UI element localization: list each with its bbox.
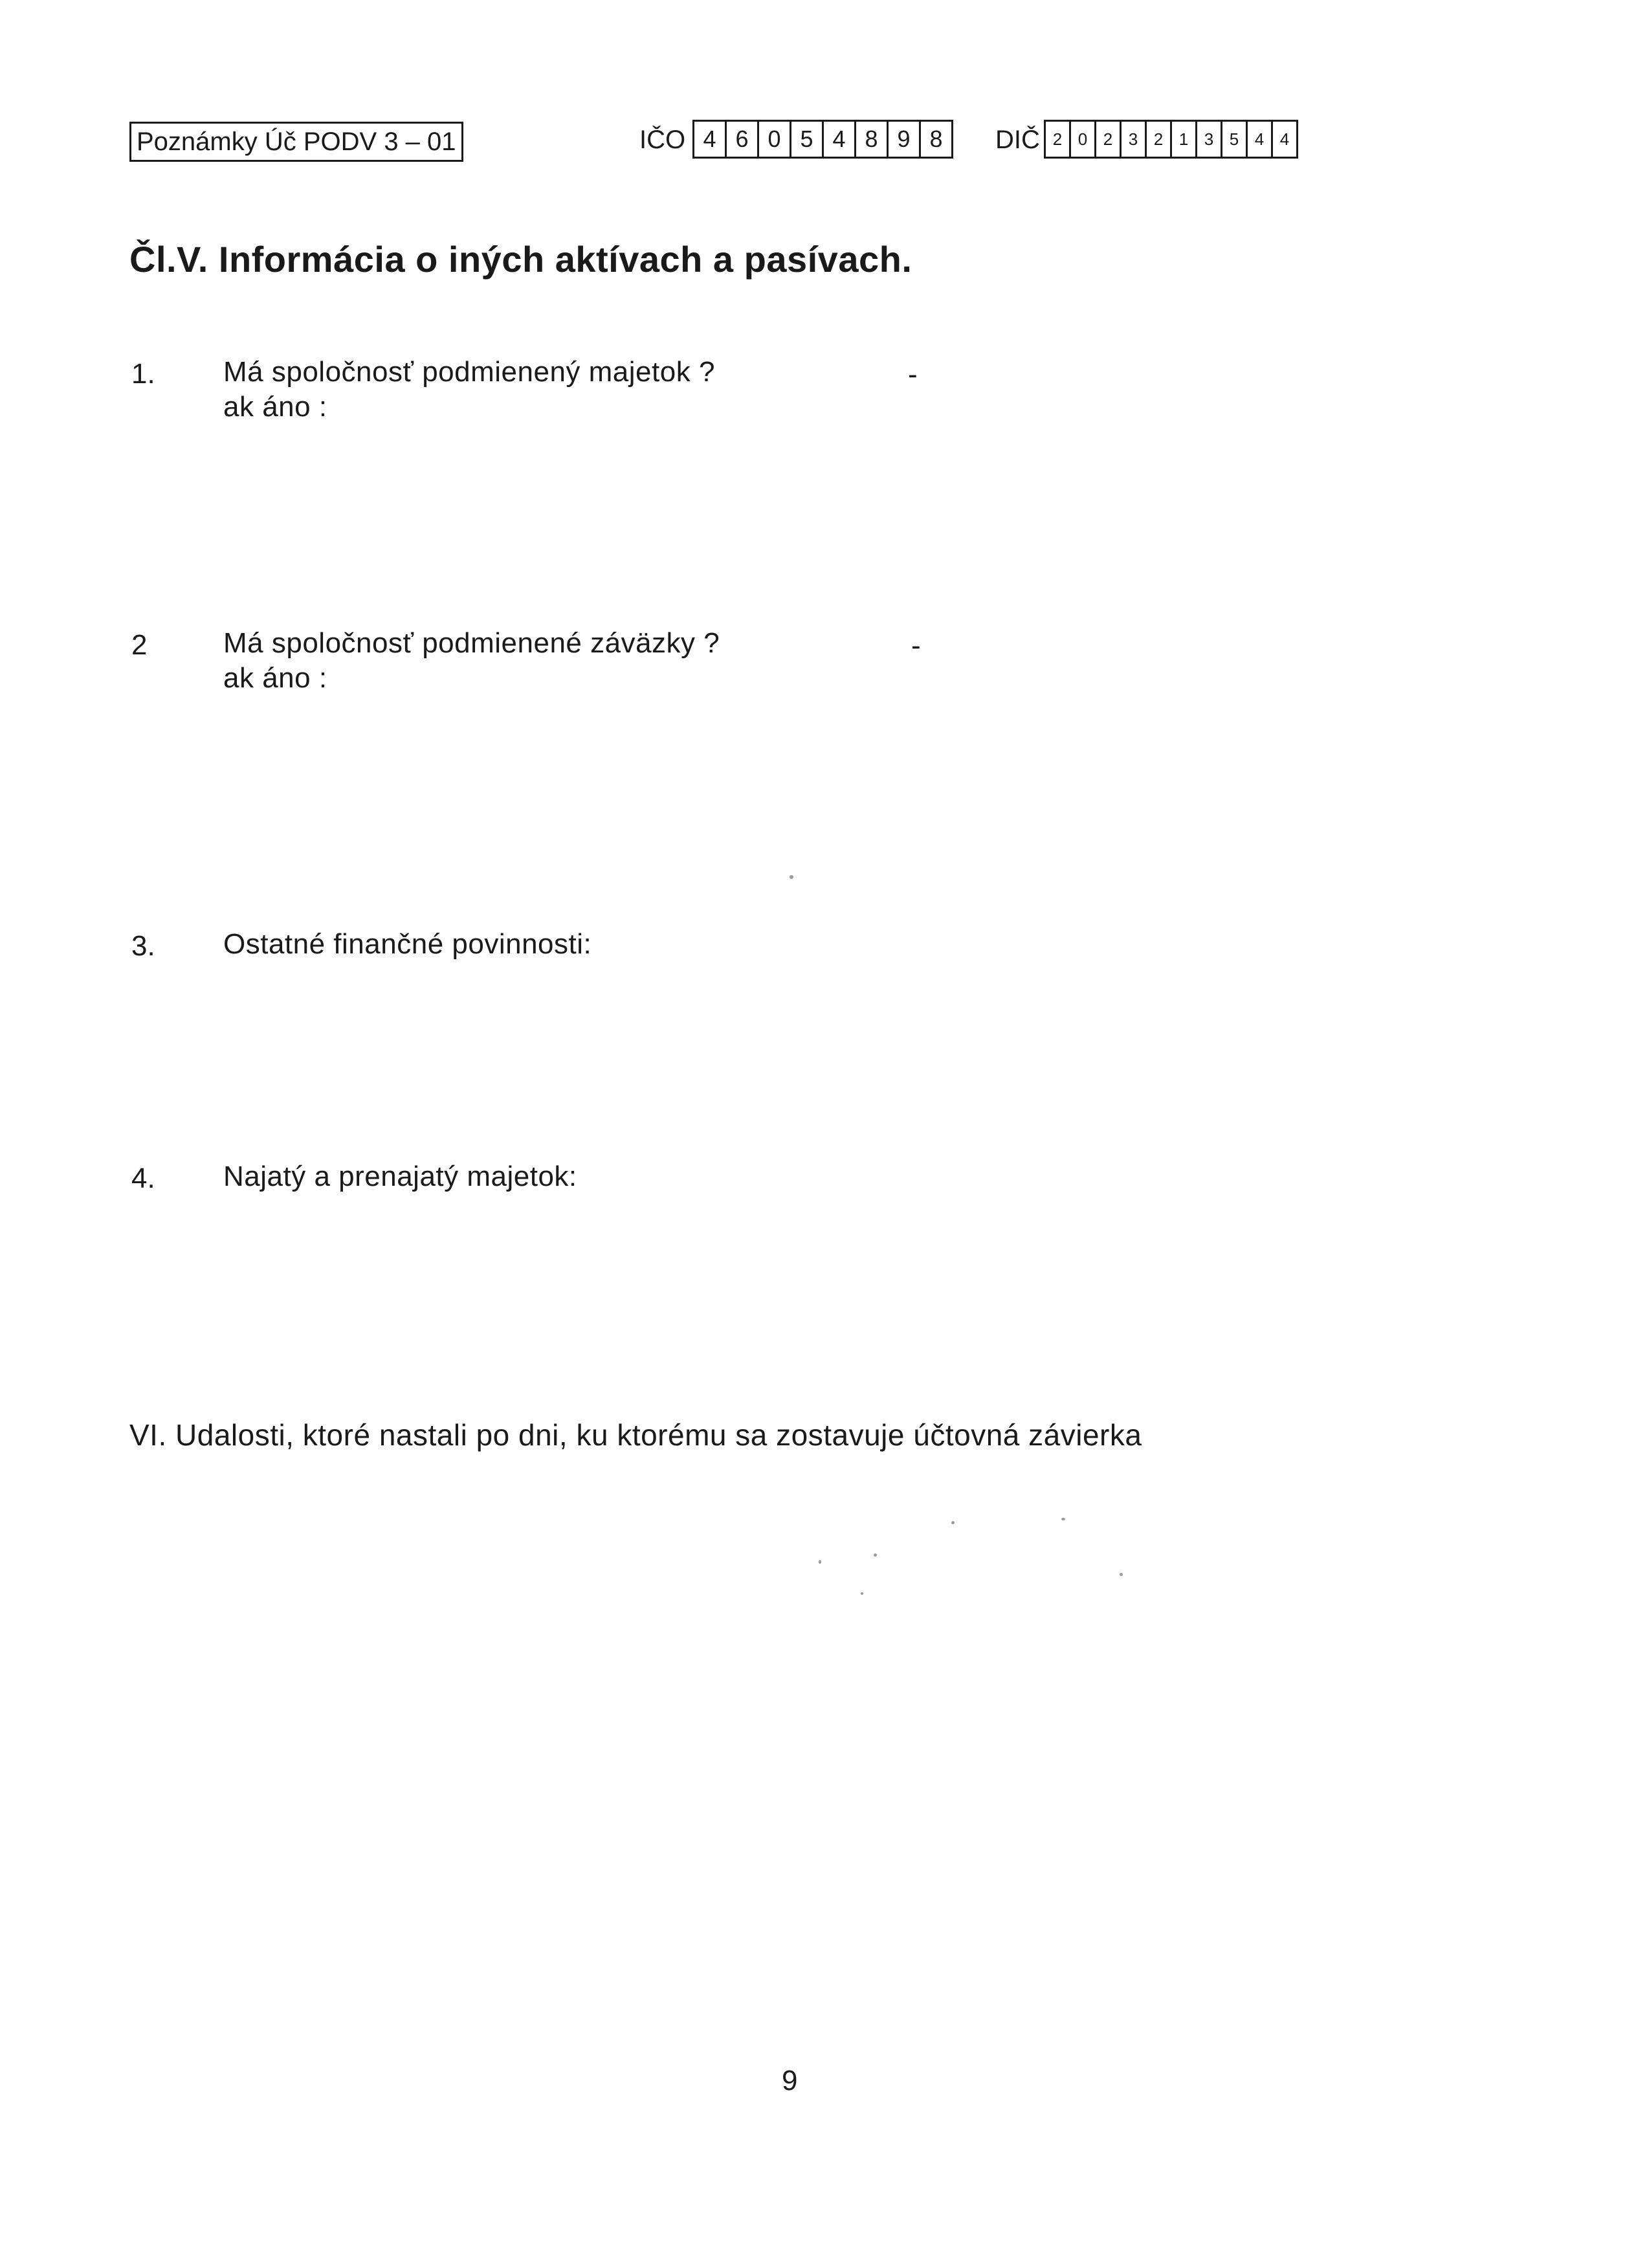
ico-digit: 0 xyxy=(759,120,791,159)
dic-digit-boxes xyxy=(1044,120,1298,159)
dic-digit: 2 xyxy=(1096,120,1122,159)
form-code-box xyxy=(129,122,463,162)
dic-digit: 1 xyxy=(1172,120,1197,159)
scan-speck xyxy=(951,1521,955,1524)
item-question: Ostatné finančné povinnosti: xyxy=(223,928,592,960)
section-title: Čl.V. Informácia o iných aktívach a pasívach. xyxy=(129,239,912,280)
item-number: 3. xyxy=(131,930,155,962)
scan-speck xyxy=(819,1560,821,1564)
ico-digit-boxes xyxy=(692,120,953,159)
dic-digit: 4 xyxy=(1248,120,1273,159)
ico-digit: 6 xyxy=(727,120,759,159)
dic-digit: 3 xyxy=(1122,120,1147,159)
scan-speck xyxy=(874,1553,877,1557)
item-question: Má spoločnosť podmienené záväzky ? xyxy=(223,627,720,659)
dic-digit: 3 xyxy=(1197,120,1222,159)
ico-digit: 8 xyxy=(921,120,953,159)
ico-digit: 9 xyxy=(889,120,921,159)
dic-digit: 2 xyxy=(1147,120,1172,159)
scan-speck xyxy=(790,875,793,879)
item-subtext: ak áno : xyxy=(223,391,327,423)
section-vi-title: VI. Udalosti, ktoré nastali po dni, ku ktorému sa zostavuje účtovná závierka xyxy=(129,1418,1142,1452)
item-answer: - xyxy=(908,359,918,390)
item-number: 1. xyxy=(131,358,155,390)
item-subtext: ak áno : xyxy=(223,662,327,694)
ico-label: IČO xyxy=(639,126,686,154)
item-number: 4. xyxy=(131,1162,155,1194)
item-answer: - xyxy=(911,630,921,662)
dic-label: DIČ xyxy=(995,126,1040,154)
ico-digit: 5 xyxy=(791,120,824,159)
dic-digit: 4 xyxy=(1273,120,1298,159)
dic-digit: 0 xyxy=(1071,120,1096,159)
item-question: Má spoločnosť podmienený majetok ? xyxy=(223,356,715,388)
scan-speck xyxy=(861,1592,863,1595)
ico-digit: 4 xyxy=(824,120,856,159)
page-number: 9 xyxy=(782,2065,798,2096)
item-question: Najatý a prenajatý majetok: xyxy=(223,1161,577,1192)
form-code: Poznámky Úč PODV 3 – 01 xyxy=(137,128,456,156)
scan-speck xyxy=(1120,1573,1123,1576)
dic-digit: 5 xyxy=(1222,120,1248,159)
dic-digit: 2 xyxy=(1046,120,1071,159)
ico-digit: 8 xyxy=(856,120,889,159)
item-number: 2 xyxy=(131,629,148,661)
ico-digit: 4 xyxy=(694,120,727,159)
scan-speck xyxy=(1061,1518,1065,1520)
